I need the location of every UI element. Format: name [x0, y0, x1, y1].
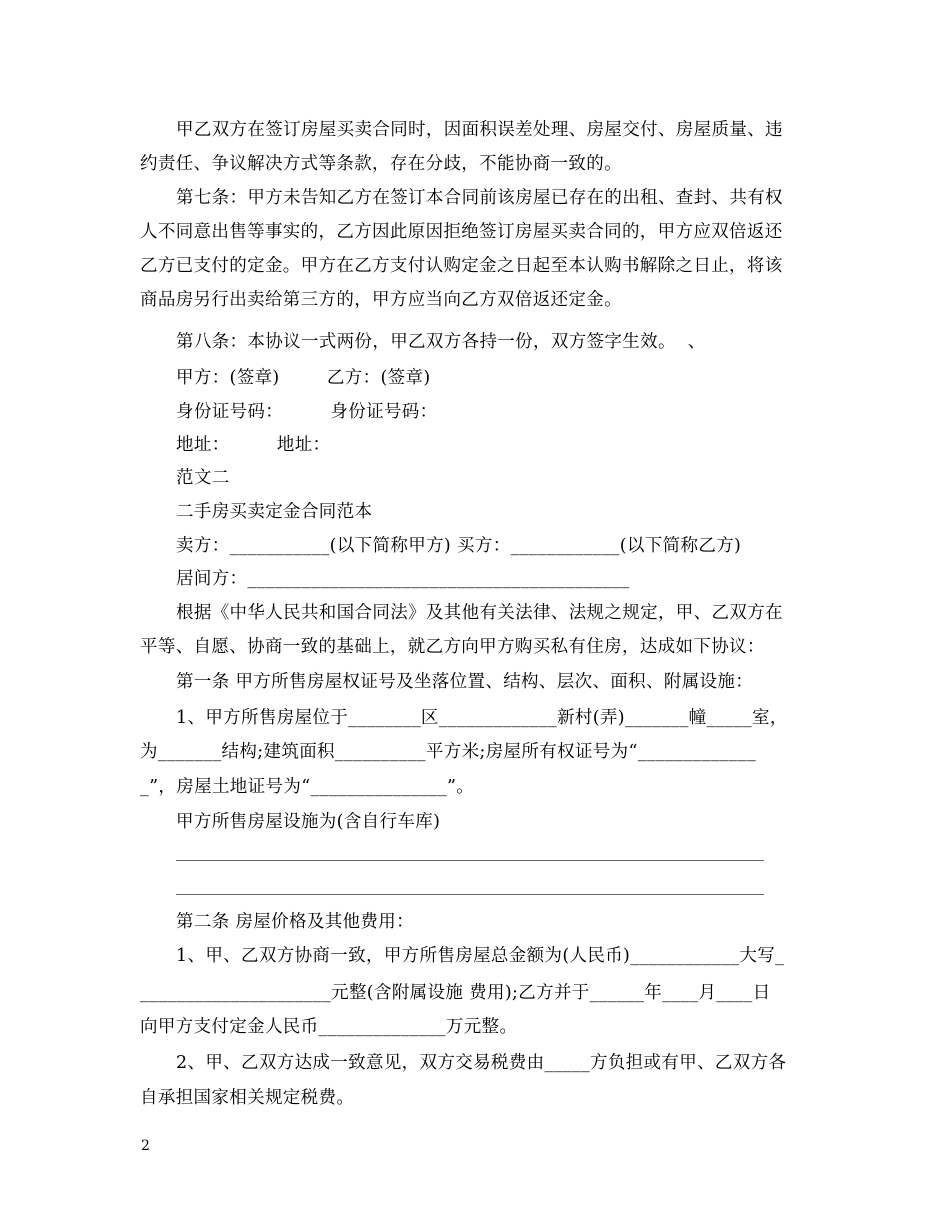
- address-line: 地址： 地址：: [176, 435, 331, 455]
- broker-line: 居间方：__________________________________________: [176, 569, 630, 589]
- clause-heading: 第一条 甲方所售房屋权证号及坐落位置、结构、层次、面积、附属设施：: [176, 672, 754, 692]
- paragraph-line: 约责任、争议解决方式等条款，存在分歧，不能协商一致的。: [140, 154, 622, 174]
- paragraph-line: _____________________元整(含附属设施 费用);乙方并于______年____月____日: [140, 983, 771, 1003]
- paragraph-line: 2、甲、乙双方达成一致意见，双方交易税费由_____方负担或有甲、乙双方各: [176, 1053, 787, 1073]
- signature-line: 甲方：(签章) 乙方：(签章): [176, 368, 431, 388]
- paragraph-line: 甲方所售房屋设施为(含自行车库): [176, 812, 441, 832]
- paragraph-line: 第七条：甲方未告知乙方在签订本合同前该房屋已存在的出租、查封、共有权: [176, 188, 783, 208]
- paragraph-line: 1、甲方所售房屋位于________区_____________新村(弄)_______幢_____室，: [176, 708, 788, 728]
- paragraph-line: 1、甲、乙双方协商一致，甲方所售房屋总金额为(人民币)____________大写_: [176, 946, 785, 966]
- page-number: 2: [141, 1138, 150, 1154]
- paragraph-line: 人不同意出售等事实的，乙方因此原因拒绝签订房屋买卖合同的，甲方应双倍返还: [140, 222, 783, 242]
- clause-heading: 第二条 房屋价格及其他费用：: [176, 912, 414, 932]
- paragraph-line: 为_______结构;建筑面积__________平方米;房屋所有权证号为“_____________: [140, 742, 757, 762]
- contract-title: 二手房买卖定金合同范本: [176, 502, 373, 522]
- fill-in-rule: [176, 860, 764, 861]
- paragraph-line: 商品房另行出卖给第三方的，甲方应当向乙方双倍返还定金。: [140, 290, 622, 310]
- paragraph-line: 自承担国家相关规定税费。: [140, 1088, 355, 1108]
- fill-in-rule: [176, 894, 764, 895]
- section-label: 范文二: [176, 468, 230, 488]
- paragraph-line: _”，房屋土地证号为“_______________”。: [140, 777, 475, 797]
- paragraph-line: 乙方已支付的定金。甲方在乙方支付认购定金之日起至本认购书解除之日止，将该: [140, 256, 783, 276]
- paragraph-line: 甲乙双方在签订房屋买卖合同时，因面积误差处理、房屋交付、房屋质量、违: [176, 120, 783, 140]
- paragraph-line: 根据《中华人民共和国合同法》及其他有关法律、法规之规定，甲、乙双方在: [176, 603, 783, 623]
- parties-line: 卖方：___________(以下简称甲方) 买方：____________(以下简称乙方): [176, 536, 742, 556]
- paragraph-line: 向甲方支付定金人民币______________万元整。: [140, 1017, 518, 1037]
- paragraph-line: 第八条：本协议一式两份，甲乙双方各持一份，双方签字生效。 、: [176, 332, 706, 352]
- paragraph-line: 平等、自愿、协商一致的基础上，就乙方向甲方购买私有住房，达成如下协议：: [140, 637, 765, 657]
- id-number-line: 身份证号码： 身份证号码：: [176, 402, 438, 422]
